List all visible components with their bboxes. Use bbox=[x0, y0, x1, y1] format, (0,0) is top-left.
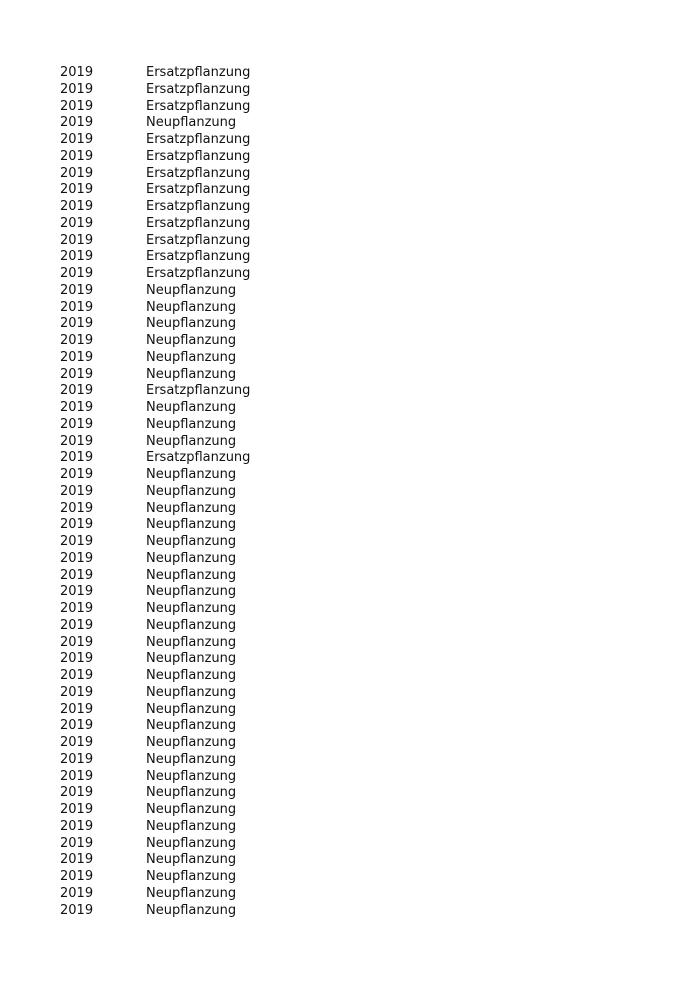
table-row bbox=[60, 635, 250, 652]
year-cell: 2019 bbox=[60, 550, 94, 566]
planting-type-cell: Neupflanzung bbox=[146, 550, 237, 566]
table-row bbox=[60, 333, 250, 350]
planting-type-cell: Neupflanzung bbox=[146, 802, 237, 817]
table-row bbox=[60, 735, 250, 752]
year-cell: 2019 bbox=[60, 802, 94, 817]
year-cell: 2019 bbox=[60, 400, 94, 415]
table-row bbox=[60, 166, 250, 183]
planting-type-cell: Neupflanzung bbox=[146, 416, 237, 432]
table-row bbox=[60, 283, 250, 300]
planting-type-cell: Neupflanzung bbox=[146, 634, 237, 650]
table-row bbox=[60, 367, 250, 384]
planting-type-cell: Ersatzpflanzung bbox=[146, 165, 251, 181]
planting-type-cell: Neupflanzung bbox=[146, 735, 237, 750]
table-row bbox=[60, 199, 250, 216]
table-row bbox=[60, 501, 250, 518]
year-cell: 2019 bbox=[60, 433, 94, 449]
planting-type-cell: Neupflanzung bbox=[146, 500, 237, 516]
planting-type-cell: Neupflanzung bbox=[146, 902, 237, 918]
table-row bbox=[60, 668, 250, 685]
table-row bbox=[60, 132, 250, 149]
year-cell: 2019 bbox=[60, 735, 94, 750]
table-row bbox=[60, 233, 250, 250]
year-cell: 2019 bbox=[60, 132, 94, 147]
table-row bbox=[60, 484, 250, 501]
planting-type-cell: Neupflanzung bbox=[146, 282, 237, 298]
year-cell: 2019 bbox=[60, 785, 94, 801]
table-row bbox=[60, 534, 250, 551]
year-cell: 2019 bbox=[60, 718, 94, 734]
table-row bbox=[60, 651, 250, 668]
table-row bbox=[60, 99, 250, 116]
table-row bbox=[60, 802, 250, 819]
planting-type-cell: Ersatzpflanzung bbox=[146, 81, 251, 97]
table-row bbox=[60, 249, 250, 266]
planting-type-cell: Neupflanzung bbox=[146, 433, 237, 449]
year-cell: 2019 bbox=[60, 98, 94, 114]
year-cell: 2019 bbox=[60, 835, 94, 851]
year-cell: 2019 bbox=[60, 584, 94, 600]
table-row bbox=[60, 785, 250, 802]
year-cell: 2019 bbox=[60, 65, 94, 80]
year-cell: 2019 bbox=[60, 182, 94, 198]
year-cell: 2019 bbox=[60, 199, 94, 214]
year-cell: 2019 bbox=[60, 852, 94, 868]
table-row bbox=[60, 450, 250, 467]
year-cell: 2019 bbox=[60, 349, 94, 365]
table-row bbox=[60, 752, 250, 769]
planting-type-cell: Ersatzpflanzung bbox=[146, 148, 251, 164]
planting-type-cell: Ersatzpflanzung bbox=[146, 249, 251, 265]
planting-type-cell: Neupflanzung bbox=[146, 601, 237, 616]
table-row bbox=[60, 869, 250, 886]
planting-type-cell: Neupflanzung bbox=[146, 718, 237, 734]
year-cell: 2019 bbox=[60, 534, 94, 549]
year-cell: 2019 bbox=[60, 651, 94, 667]
table-row bbox=[60, 400, 250, 417]
year-cell: 2019 bbox=[60, 383, 94, 399]
table-row bbox=[60, 82, 250, 99]
table-row bbox=[60, 115, 250, 132]
planting-type-cell: Ersatzpflanzung bbox=[146, 450, 251, 466]
planting-type-cell: Neupflanzung bbox=[146, 818, 237, 834]
planting-type-cell: Ersatzpflanzung bbox=[146, 383, 251, 399]
planting-type-cell: Neupflanzung bbox=[146, 517, 237, 533]
table-row bbox=[60, 769, 250, 786]
year-cell: 2019 bbox=[60, 701, 94, 717]
year-cell: 2019 bbox=[60, 299, 94, 315]
year-cell: 2019 bbox=[60, 115, 94, 131]
table-row bbox=[60, 350, 250, 367]
year-cell: 2019 bbox=[60, 215, 94, 231]
planting-type-cell: Ersatzpflanzung bbox=[146, 215, 251, 231]
table-row bbox=[60, 517, 250, 534]
planting-type-cell: Neupflanzung bbox=[146, 534, 237, 549]
planting-type-cell: Neupflanzung bbox=[146, 885, 237, 901]
year-cell: 2019 bbox=[60, 316, 94, 332]
planting-type-cell: Ersatzpflanzung bbox=[146, 266, 251, 281]
planting-type-cell: Ersatzpflanzung bbox=[146, 98, 251, 114]
table-row bbox=[60, 417, 250, 434]
planting-type-cell: Neupflanzung bbox=[146, 869, 237, 884]
year-cell: 2019 bbox=[60, 634, 94, 650]
year-cell: 2019 bbox=[60, 81, 94, 97]
planting-type-cell: Ersatzpflanzung bbox=[146, 182, 251, 198]
table-row bbox=[60, 702, 250, 719]
year-cell: 2019 bbox=[60, 467, 94, 482]
year-cell: 2019 bbox=[60, 768, 94, 784]
planting-type-cell: Neupflanzung bbox=[146, 768, 237, 784]
planting-type-cell: Neupflanzung bbox=[146, 467, 237, 482]
year-cell: 2019 bbox=[60, 500, 94, 516]
table-row bbox=[60, 584, 250, 601]
year-cell: 2019 bbox=[60, 567, 94, 583]
year-cell: 2019 bbox=[60, 617, 94, 633]
table-row bbox=[60, 718, 250, 735]
table-row bbox=[60, 568, 250, 585]
year-cell: 2019 bbox=[60, 601, 94, 616]
table-row bbox=[60, 685, 250, 702]
table-row bbox=[60, 618, 250, 635]
year-cell: 2019 bbox=[60, 366, 94, 382]
table-row bbox=[60, 300, 250, 317]
year-cell: 2019 bbox=[60, 266, 94, 281]
planting-type-cell: Neupflanzung bbox=[146, 852, 237, 868]
table-row bbox=[60, 383, 250, 400]
table-row bbox=[60, 601, 250, 618]
table-row bbox=[60, 266, 250, 283]
planting-table bbox=[60, 65, 250, 919]
year-cell: 2019 bbox=[60, 249, 94, 265]
planting-type-cell: Neupflanzung bbox=[146, 701, 237, 717]
table-row bbox=[60, 551, 250, 568]
planting-type-cell: Neupflanzung bbox=[146, 835, 237, 851]
planting-type-cell: Neupflanzung bbox=[146, 115, 237, 131]
year-cell: 2019 bbox=[60, 517, 94, 533]
year-cell: 2019 bbox=[60, 416, 94, 432]
planting-type-cell: Ersatzpflanzung bbox=[146, 65, 251, 80]
year-cell: 2019 bbox=[60, 333, 94, 348]
table-row bbox=[60, 216, 250, 233]
year-cell: 2019 bbox=[60, 684, 94, 700]
table-row bbox=[60, 886, 250, 903]
table-row bbox=[60, 434, 250, 451]
planting-type-cell: Neupflanzung bbox=[146, 316, 237, 332]
planting-type-cell: Neupflanzung bbox=[146, 584, 237, 600]
year-cell: 2019 bbox=[60, 483, 94, 499]
planting-type-cell: Neupflanzung bbox=[146, 651, 237, 667]
planting-type-cell: Neupflanzung bbox=[146, 483, 237, 499]
planting-type-cell: Ersatzpflanzung bbox=[146, 232, 251, 248]
year-cell: 2019 bbox=[60, 282, 94, 298]
table-row bbox=[60, 65, 250, 82]
planting-type-cell: Neupflanzung bbox=[146, 668, 237, 683]
year-cell: 2019 bbox=[60, 818, 94, 834]
year-cell: 2019 bbox=[60, 232, 94, 248]
planting-type-cell: Neupflanzung bbox=[146, 785, 237, 801]
table-row bbox=[60, 316, 250, 333]
year-cell: 2019 bbox=[60, 902, 94, 918]
year-cell: 2019 bbox=[60, 751, 94, 767]
planting-type-cell: Neupflanzung bbox=[146, 333, 237, 348]
table-row bbox=[60, 819, 250, 836]
planting-type-cell: Neupflanzung bbox=[146, 400, 237, 415]
planting-type-cell: Neupflanzung bbox=[146, 617, 237, 633]
planting-type-cell: Ersatzpflanzung bbox=[146, 132, 251, 147]
planting-type-cell: Neupflanzung bbox=[146, 684, 237, 700]
year-cell: 2019 bbox=[60, 148, 94, 164]
planting-type-cell: Neupflanzung bbox=[146, 567, 237, 583]
planting-type-cell: Neupflanzung bbox=[146, 751, 237, 767]
table-row bbox=[60, 149, 250, 166]
planting-type-cell: Ersatzpflanzung bbox=[146, 199, 251, 214]
year-cell: 2019 bbox=[60, 165, 94, 181]
year-cell: 2019 bbox=[60, 450, 94, 466]
planting-type-cell: Neupflanzung bbox=[146, 366, 237, 382]
table-row bbox=[60, 852, 250, 869]
year-cell: 2019 bbox=[60, 869, 94, 884]
table-row bbox=[60, 836, 250, 853]
planting-type-cell: Neupflanzung bbox=[146, 349, 237, 365]
table-row bbox=[60, 467, 250, 484]
planting-type-cell: Neupflanzung bbox=[146, 299, 237, 315]
year-cell: 2019 bbox=[60, 668, 94, 683]
table-row bbox=[60, 182, 250, 199]
table-row bbox=[60, 903, 250, 920]
year-cell: 2019 bbox=[60, 885, 94, 901]
